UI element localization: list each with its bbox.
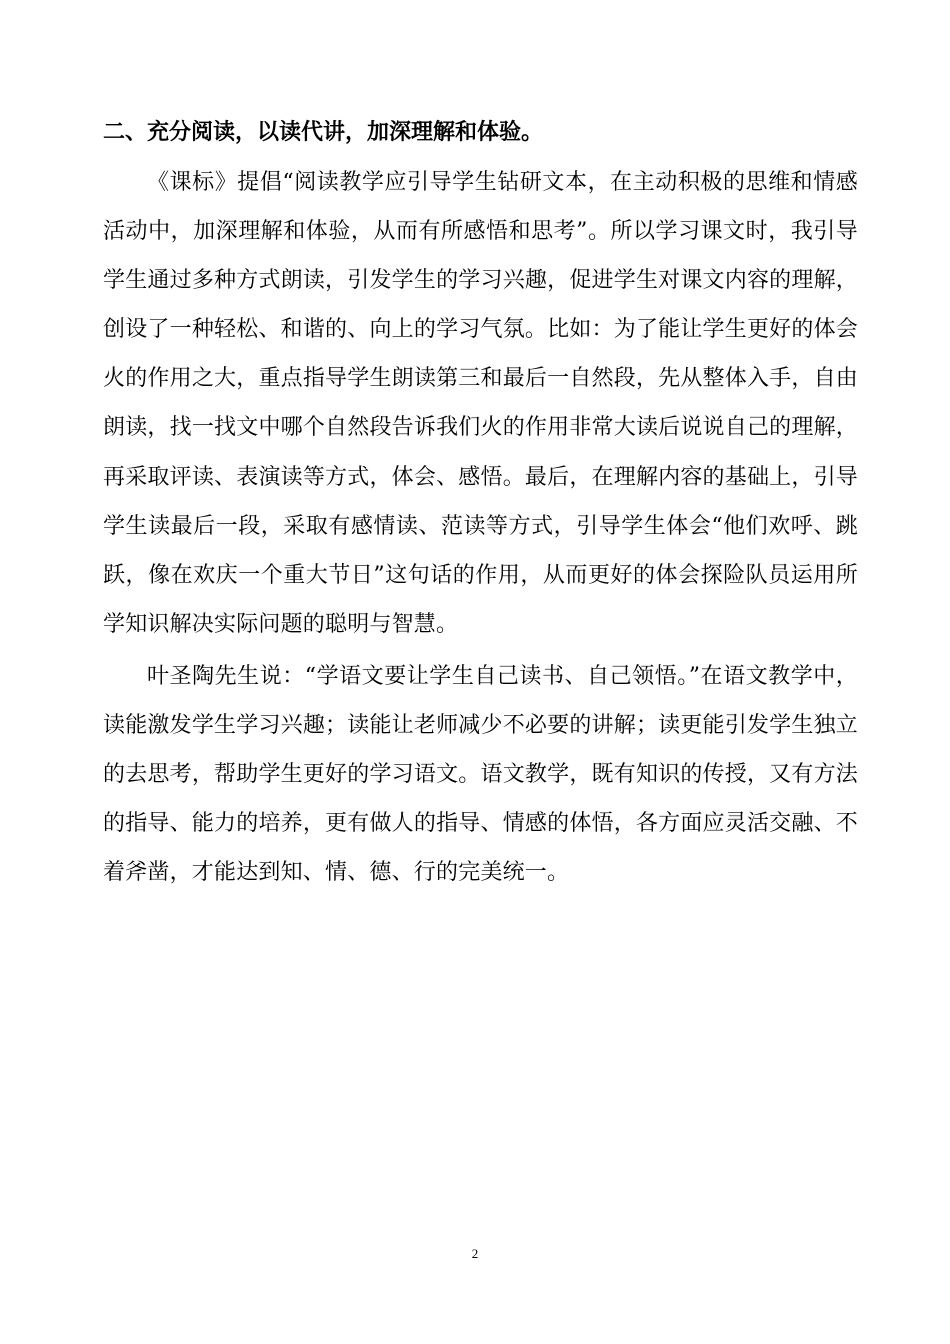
section-heading: 二、充分阅读，以读代讲，加深理解和体验。 [103,119,544,145]
body-paragraph: 叶圣陶先生说：“学语文要让学生自己读书、自己领悟。”在语文教学中，读能激发学生学习兴趣；读能让老师减少不必要的讲解；读更能引发学生独立的去思考，帮助学生更好的学习语文。语文教学，既有知识的传授，又有方法的指导、能力的培养，更有做人的指导、情感的体悟，各方面应灵活交融、不着斧凿，才能达到知、情、德、行的完美统一。 [103,664,858,886]
page-number: 2 [471,1246,479,1261]
body-paragraph: 《课标》提倡“阅读教学应引导学生钻研文本，在主动积极的思维和情感活动中，加深理解和体验，从而有所感悟和思考”。所以学习课文时，我引导学生通过多种方式朗读，引发学生的学习兴趣，促进学生对课文内容的理解，创设了一种轻松、和谐的、向上的学习气氛。比如：为了能让学生更好的体会火的作用之大，重点指导学生朗读第三和最后一自然段，先从整体入手，自由朗读，找一找文中哪个自然段告诉我们火的作用非常大读后说说自己的理解，再采取评读、表演读等方式，体会、感悟。最后，在理解内容的基础上，引导学生读最后一段，采取有感情读、范读等方式，引导学生体会“他们欢呼、跳跃，像在欢庆一个重大节日”这句话的作用，从而更好的体会探险队员运用所学知识解决实际问题的聪明与智慧。 [103,170,858,637]
